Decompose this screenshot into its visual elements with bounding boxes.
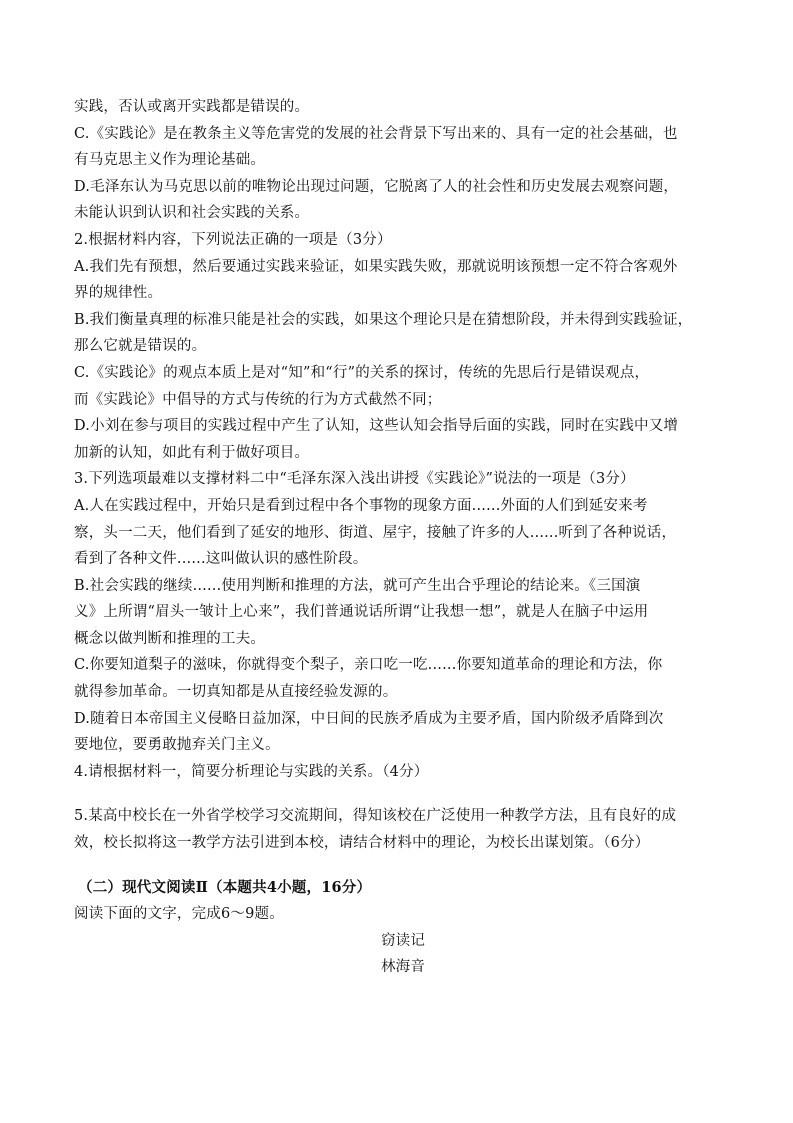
text-line: 有马克思主义作为理论基础。 bbox=[74, 152, 266, 169]
reading-instruction: 阅读下面的文字，完成6～9题。 bbox=[74, 906, 284, 923]
answer-space bbox=[74, 785, 724, 803]
section-heading: （二）现代文阅读Ⅱ（本题共4小题，16分） bbox=[78, 878, 372, 896]
text-line: D.毛泽东认为马克思以前的唯物论出现过问题，它脱离了人的社会性和历史发展去观察问题， bbox=[74, 178, 679, 195]
question-block-1 bbox=[74, 94, 724, 785]
question-block-5 bbox=[74, 803, 724, 856]
article-title: 窃读记 bbox=[380, 932, 426, 949]
text-line: 而《实践论》中倡导的方式与传统的行为方式截然不同； bbox=[74, 391, 442, 408]
text-line: C.你要知道梨子的滋味，你就得变个梨子，亲口吃一吃......你要知道革命的理论和方法，你 bbox=[74, 657, 663, 674]
question-4-stem: 4.请根据材料一，简要分析理论与实践的关系。（4分） bbox=[74, 763, 429, 780]
text-line: 察，头一二天，他们看到了延安的地形、街道、屋宇，接触了许多的人......听到了各种说话， bbox=[74, 524, 677, 541]
text-line: A.我们先有预想，然后要通过实践来验证，如果实践失败，那就说明该预想一定不符合客观外 bbox=[74, 258, 678, 275]
text-line: 概念以做判断和推理的工夫。 bbox=[74, 630, 266, 647]
text-line: B.我们衡量真理的标准只能是社会的实践，如果这个理论只是在猜想阶段，并未得到实践验证， bbox=[74, 311, 693, 328]
text-line: D.小刘在参与项目的实践过程中产生了认知，这些认知会指导后面的实践，同时在实践中又增 bbox=[74, 418, 679, 435]
text-line: 就得参加革命。一切真知都是从直接经验发源的。 bbox=[74, 684, 398, 701]
question-3-stem: 3.下列选项最难以支撑材料二中“毛泽东深入浅出讲授《实践论》”说法的一项是（3分） bbox=[74, 471, 635, 488]
answer-space bbox=[74, 857, 724, 875]
question-2-stem: 2.根据材料内容，下列说法正确的一项是（3分） bbox=[74, 231, 392, 248]
article-author: 林海音 bbox=[380, 959, 426, 976]
text-line: 看到了各种文件......这叫做认识的感性阶段。 bbox=[74, 551, 368, 568]
text-line: C.《实践论》是在教条主义等危害党的发展的社会背景下写出来的、具有一定的社会基础，也 bbox=[74, 125, 678, 142]
text-line: C.《实践论》的观点本质上是对“知”和“行”的关系的探讨，传统的先思后行是错误观点， bbox=[74, 364, 650, 381]
question-5-stem: 5.某高中校长在一外省学校学习交流期间，得知该校在广泛使用一种教学方法，且有良好的成 bbox=[74, 808, 677, 825]
text-line: 义》上所谓“眉头一皱计上心来”，我们普通说话所谓“让我想一想”，就是人在脑子中运用 bbox=[74, 604, 649, 621]
text-line: B.社会实践的继续......使用判断和推理的方法，就可产生出合乎理论的结论来。《三国演 bbox=[74, 577, 641, 594]
text-line: 加新的认知，如此有利于做好项目。 bbox=[74, 444, 310, 461]
text-line: 未能认识到认识和社会实践的关系。 bbox=[74, 205, 310, 222]
text-line: A.人在实践过程中，开始只是看到过程中各个事物的现象方面......外面的人们到延安来考 bbox=[74, 497, 648, 514]
text-line: 效，校长拟将这一教学方法引进到本校，请结合材料中的理论，为校长出谋划策。（6分） bbox=[74, 835, 650, 852]
text-line: 要地位，要勇敢抛弃关门主义。 bbox=[74, 737, 280, 754]
text-line: 那么它就是错误的。 bbox=[74, 338, 207, 355]
text-line: 实践，否认或离开实践都是错误的。 bbox=[74, 99, 310, 115]
document-body bbox=[74, 94, 724, 981]
text-line: 界的规律性。 bbox=[74, 285, 163, 302]
text-line: D.随着日本帝国主义侵略日益加深，中日间的民族矛盾成为主要矛盾，国内阶级矛盾降到次 bbox=[74, 710, 664, 727]
